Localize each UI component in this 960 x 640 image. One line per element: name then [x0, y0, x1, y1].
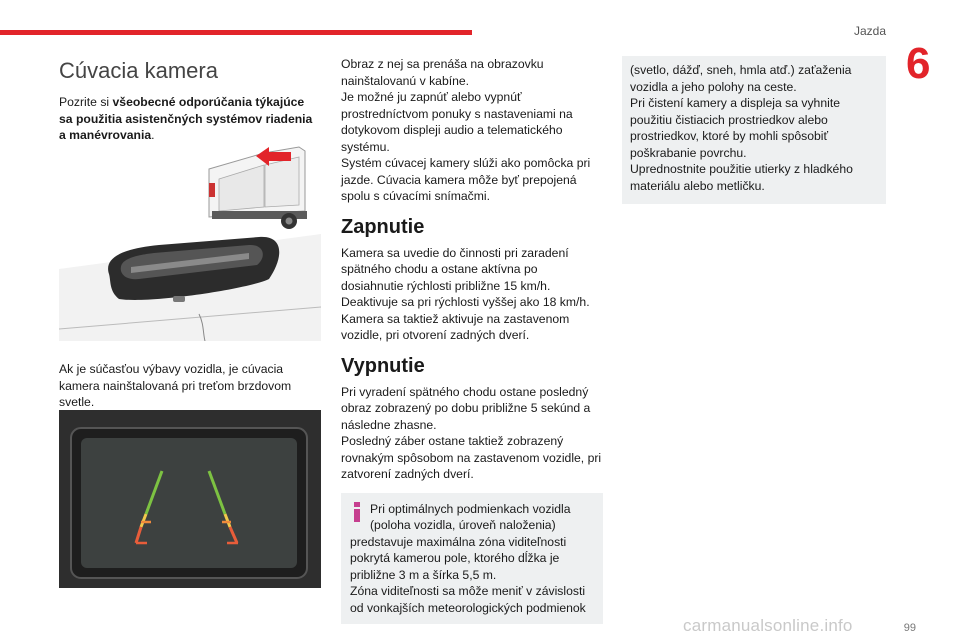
activation-text-2: Kamera sa taktiež aktivuje na zastavenom vozidle, pri otvorení zadných dverí.	[341, 311, 570, 342]
col3-line-3: Uprednostnite použitie utierky z hladkého materiálu alebo metličku.	[630, 162, 853, 193]
info-note-box	[341, 493, 603, 625]
deactivation-text-1: Pri vyradení spätného chodu ostane posledný obraz zobrazený po dobu približne 5 sekúnd a následne zhasne.	[341, 384, 591, 432]
col3-line-1: (svetlo, dážď, sneh, hmla atď.) zaťaženia vozidla a jeho polohy na ceste.	[630, 63, 852, 94]
column-3	[622, 56, 886, 204]
column-2	[341, 56, 603, 624]
intro-paragraph	[59, 94, 321, 144]
camera-location-text: Ak je súčasťou výbavy vozidla, je cúvacia kamera nainštalovaná pri treťom brzdovom svetle.	[59, 362, 292, 409]
activation-text-1: Kamera sa uvedie do činnosti pri zaradení spätného chodu a ostane aktívna po dosiahnutie rýchlosti približne 15 km/h. Deaktivuje sa pri rýchlosti vyššej ako 18 km/h.	[341, 245, 590, 309]
col2-line-3: Systém cúvacej kamery slúži ako pomôcka pri jazde. Cúvacia kamera môže byť prepojená spolu s cúvacími snímačmi.	[341, 156, 591, 203]
section-name: Jazda	[853, 24, 886, 38]
deactivation-text-2: Posledný záber ostane taktiež zobrazený rovnakým spôsobom na zastavenom vozidle, pri zatvorení zadných dverí.	[341, 434, 602, 481]
heading-deactivation: Vypnutie	[341, 354, 425, 377]
note-continuation-box	[622, 56, 886, 204]
column-1	[59, 56, 321, 144]
heading-activation: Zapnutie	[341, 215, 425, 238]
intro-link-text: všeobecné odporúčania týkajúce sa použitia asistenčných systémov riadenia a manévrovania	[59, 95, 313, 142]
page-title: Cúvacia kamera	[59, 58, 218, 83]
van-camera-illustration	[59, 139, 321, 341]
col2-line-1: Obraz z nej sa prenáša na obrazovku nainštalovanú v kabíne.	[341, 57, 544, 88]
intro-suffix: .	[151, 128, 155, 142]
chapter-number: 6	[906, 39, 931, 88]
info-icon	[350, 501, 364, 523]
rear-camera-display-illustration	[59, 410, 321, 588]
note-text-2: Zóna viditeľnosti sa môže meniť v závislosti od vonkajších meteorologických podmienok	[350, 584, 586, 615]
page-number: 99	[903, 622, 916, 634]
watermark: carmanualsonline.info	[683, 616, 853, 635]
note-text-1: Pri optimálnych podmienkach vozidla (poloha vozidla, úroveň naloženia) predstavuje maximálna zóna viditeľnosti pokrytá kamerou pole, ktorého dĺžka je približne 3 m a šírka 5,5 m.	[350, 501, 571, 582]
intro-prefix: Pozrite si	[59, 95, 113, 109]
col2-line-2: Je možné ju zapnúť alebo vypnúť prostredníctvom ponuky s nastaveniami na dotykovom displeji audio a telematického systému.	[341, 90, 573, 154]
header-accent-bar	[0, 30, 472, 35]
col3-line-2: Pri čistení kamery a displeja sa vyhnite použitiu čistiacich prostriedkov alebo prostriedkov, ktoré by mohli spôsobiť poškrabanie povrchu.	[630, 96, 840, 160]
